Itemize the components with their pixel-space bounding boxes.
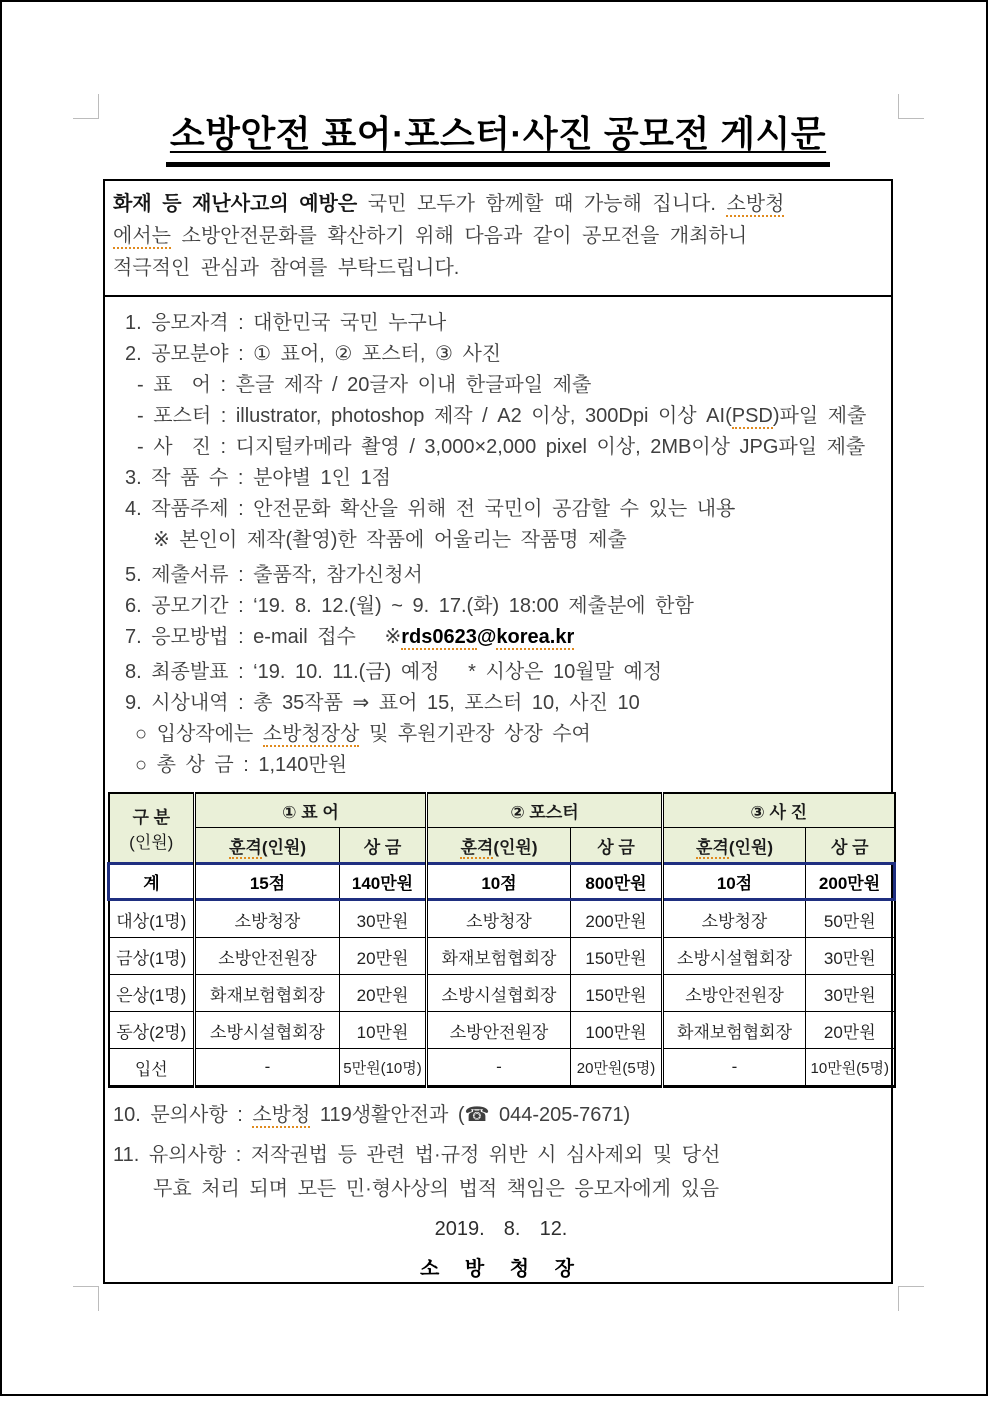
document-content [103,106,893,1284]
table-subheader-grade-1: 훈격(인원) [195,828,340,864]
list-item-2: 2. 공모분야 : ① 표어, ② 포스터, ③ 사진 [125,343,502,365]
intro-paragraph [105,181,891,297]
list-item-9b: ○ 총 상 금 : 1,140만원 [135,754,348,776]
table-subheader-prize-2: 상 금 [571,828,663,864]
title-underline [166,106,830,167]
table-row-grand: 대상(1명) 소방청장 30만원 소방청장 200만원 소방청장 50만원 [109,900,895,938]
list-item-11-cont: 무효 처리 되며 모든 민·형사상의 법적 책임은 응모자에게 있음 [153,1178,720,1200]
list-item-7: 7. 응모방법 : e-mail 접수 ※rds0623@korea.kr [125,626,575,648]
spellcheck-agency: 소방청 [252,1104,311,1126]
table-subheader-grade-2: 훈격(인원) [427,828,571,864]
numbered-list [107,313,889,776]
list-item-10: 10. 문의사항 : 소방청 119생활안전과 (☎ 044-205-7671) [113,1104,631,1126]
email-at: @ [476,626,497,648]
signature-fire-commissioner: 소 방 청 장 [420,1258,582,1280]
list-item-4: 4. 작품주제 : 안전문화 확산을 위해 전 국민이 공감할 수 있는 내용 [125,498,736,520]
table-group-photo: ③ 사 진 [663,793,895,828]
title-text: 소방안전 표어·포스터·사진 공모전 게시문 [169,113,827,154]
spellcheck-psd: PSD [731,405,773,427]
email-domain: korea.kr [496,626,575,648]
table-row-gold: 금상(1명) 소방안전원장 20만원 화재보험협회장 150만원 소방시설협회장 30만원 [109,938,895,975]
intro-spellcheck-2: 에서는 [113,225,171,247]
intro-spellcheck-1: 소방청 [726,193,785,215]
intro-seg1: 국민 모두가 함께할 때 가능해 집니다. [357,193,727,215]
list-item-3: 3. 작 품 수 : 분야별 1인 1점 [125,467,391,489]
margin-corner-mark-bottom-left [73,1286,99,1311]
page-title [103,106,893,167]
margin-corner-mark-top-right [898,94,924,119]
table-row-bronze: 동상(2명) 소방시설협회장 10만원 소방안전원장 100만원 화재보험협회장 20만원 [109,1012,895,1049]
list-item-4-note: ※ 본인이 제작(촬영)한 작품에 어울리는 작품명 제출 [153,529,627,551]
footer-section [107,1102,889,1282]
list-item-2c: - 사 진 : 디지털카메라 촬영 / 3,000×2,000 pixel 이상, 2MB이상 JPG파일 제출 [137,436,866,458]
spellcheck-award: 소방청장상 [262,723,360,745]
list-item-9: 9. 시상내역 : 총 35작품 ⇒ 표어 15, 포스터 10, 사진 10 [125,692,640,714]
table-subheader-grade-3: 훈격(인원) [663,828,806,864]
email-user: rds0623 [401,626,477,648]
table-row-silver: 은상(1명) 화재보험협회장 20만원 소방시설협회장 150만원 소방안전원장 30만원 [109,975,895,1012]
list-item-5: 5. 제출서류 : 출품작, 참가신청서 [125,564,423,586]
table-group-poster: ② 포스터 [427,793,663,828]
table-group-slogan: ① 표 어 [195,793,427,828]
prize-table [107,792,896,1088]
list-item-1: 1. 응모자격 : 대한민국 국민 누구나 [125,312,447,334]
list-item-11: 11. 유의사항 : 저작권법 등 관련 법·규정 위반 시 심사제외 및 당선 [113,1144,721,1166]
table-header-category: 구 분 (인원) [109,793,195,864]
table-row-honorable: 입선 - 5만원(10명) - 20만원(5명) - 10만원(5명) [109,1049,895,1087]
notice-body [105,297,891,1282]
margin-corner-mark-bottom-right [898,1286,924,1311]
notice-date: 2019. 8. 12. [434,1218,568,1240]
margin-corner-mark-top-left [73,94,99,119]
list-item-2b: - 포스터 : illustrator, photoshop 제작 / A2 이상, 300Dpi 이상 AI(PSD)파일 제출 [137,405,867,427]
list-item-8: 8. 최종발표 : ‘19. 10. 11.(금) 예정 * 시상은 10월말 예정 [125,661,663,683]
list-item-6: 6. 공모기간 : ‘19. 8. 12.(월) ~ 9. 17.(화) 18:00 제출분에 한함 [125,595,694,617]
table-subheader-prize-1: 상 금 [340,828,427,864]
intro-seg2: 소방안전문화를 확산하기 위해 다음과 같이 공모전을 개최하니 [170,225,748,247]
table-row-total: 계 15점 140만원 10점 800만원 10점 200만원 [109,864,895,900]
list-item-9a: ○ 입상작에는 소방청장상 및 후원기관장 상장 수여 [135,723,591,745]
intro-seg3: 적극적인 관심과 참여를 부탁드립니다. [113,257,460,279]
intro-bold: 화재 등 재난사고의 예방은 [113,193,358,215]
table-subheader-prize-3: 상 금 [806,828,895,864]
list-item-2a: - 표 어 : 흔글 제작 / 20글자 이내 한글파일 제출 [137,374,592,396]
notice-box [103,179,893,1284]
